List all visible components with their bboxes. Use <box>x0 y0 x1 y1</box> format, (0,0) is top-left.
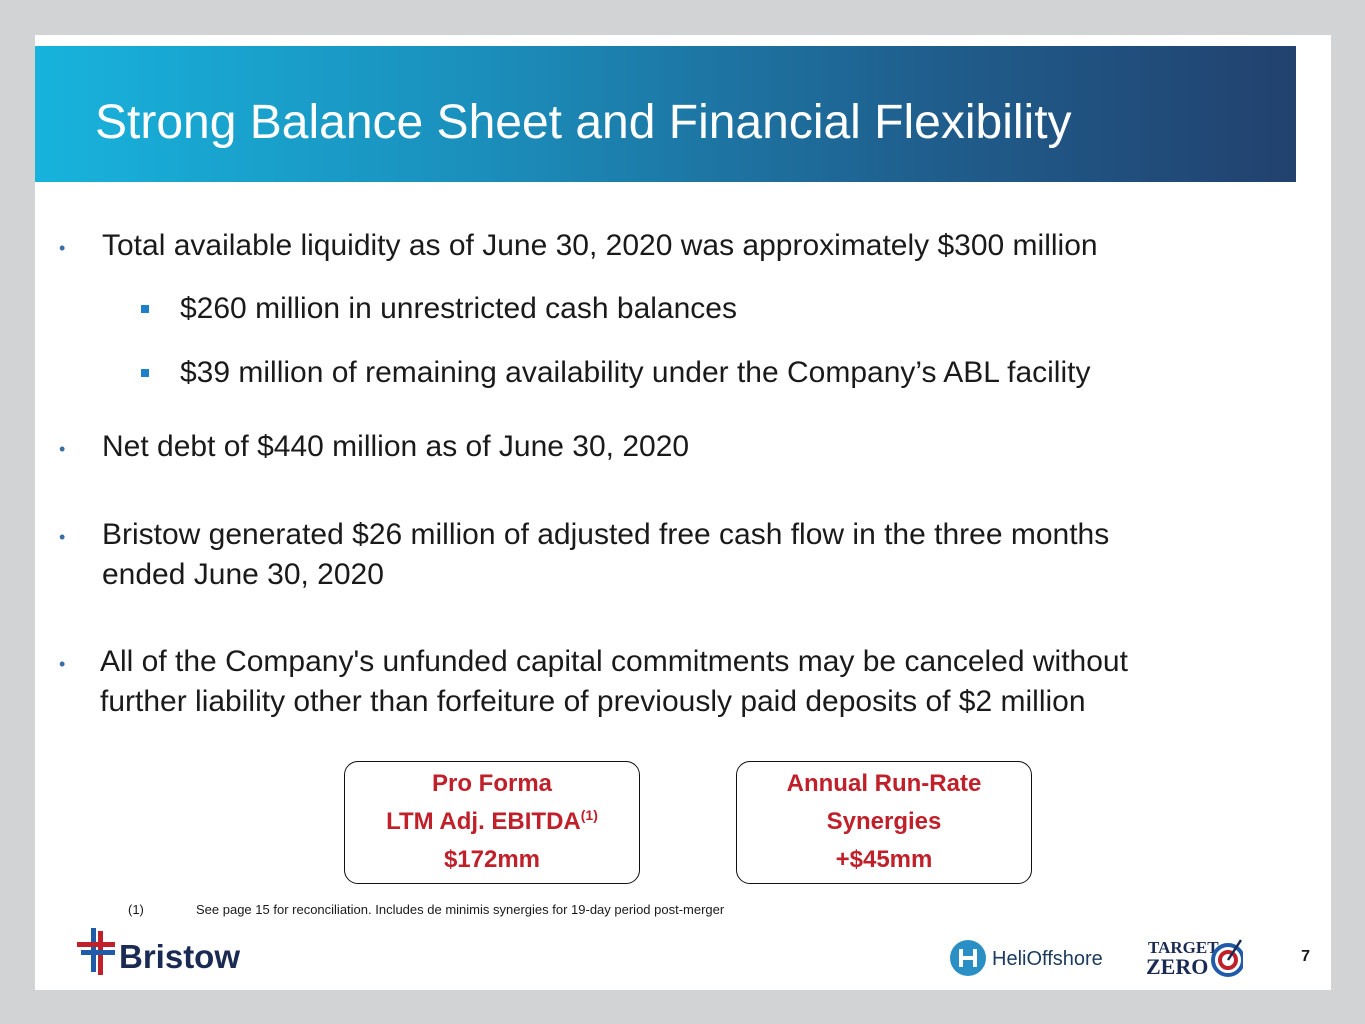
helioffshore-logo <box>948 938 1133 983</box>
box-line-3: $172mm <box>443 846 541 873</box>
zero-word: ZERO <box>1146 954 1209 978</box>
sub-bullet-text: $260 million in unrestricted cash balances <box>180 292 737 325</box>
box-line-2-text: LTM Adj. EBITDA <box>386 808 581 835</box>
pro-forma-ebitda-box <box>344 761 640 884</box>
title-banner <box>35 46 1296 182</box>
helioffshore-logo-icon <box>948 938 1133 978</box>
target-word: TARGET <box>1148 938 1219 957</box>
bullet-text: Total available liquidity as of June 30, 2020 was approximately $300 million <box>102 229 1098 262</box>
box-line-1: Annual Run-Rate <box>786 770 982 797</box>
bullet-dot-icon: • <box>59 238 66 258</box>
square-bullet-icon <box>141 369 149 377</box>
bullet-free-cash-flow <box>59 515 1110 595</box>
bullet-text-line-2: further liability other than forfeiture of previously paid deposits of $2 million <box>100 685 1086 718</box>
page-number: 7 <box>1301 948 1310 965</box>
bullet-dot-icon: • <box>59 439 66 459</box>
slide-title: Strong Balance Sheet and Financial Flexibility <box>95 96 1072 149</box>
footnote-text: See page 15 for reconciliation. Includes de minimis synergies for 19-day period post-merger <box>196 902 725 917</box>
bullet-net-debt <box>59 427 690 467</box>
bullet-liquidity <box>59 226 1098 266</box>
square-bullet-icon <box>141 305 149 313</box>
sub-bullet-abl <box>180 353 1090 393</box>
box-line-3: +$45mm <box>835 846 933 873</box>
footnote-number: (1) <box>128 902 144 917</box>
sub-bullet-cash <box>180 289 737 329</box>
box-line-2 <box>345 803 639 841</box>
synergies-box <box>736 761 1032 884</box>
helioffshore-wordmark: HeliOffshore <box>992 948 1103 970</box>
bullet-text-line-1: Bristow generated $26 million of adjusted free cash flow in the three months <box>102 518 1110 551</box>
bullet-dot-icon: • <box>59 654 66 674</box>
box-line-1: Pro Forma <box>431 770 553 797</box>
bristow-logo-icon <box>77 928 262 978</box>
bullet-text: Net debt of $440 million as of June 30, 2020 <box>102 430 690 463</box>
sub-bullet-text: $39 million of remaining availability under the Company’s ABL facility <box>180 356 1091 389</box>
bristow-wordmark: Bristow <box>119 938 241 975</box>
bullet-text-line-1: All of the Company's unfunded capital commitments may be canceled without <box>100 645 1128 678</box>
target-zero-logo-icon <box>1145 934 1243 978</box>
bullet-dot-icon: • <box>59 527 66 547</box>
slide <box>35 35 1331 990</box>
target-zero-logo <box>1145 934 1243 983</box>
bullet-text-line-2: ended June 30, 2020 <box>102 558 384 591</box>
box-line-2: Synergies <box>826 808 942 835</box>
footnote-ref: (1) <box>580 807 598 823</box>
bristow-logo <box>77 928 262 983</box>
bullet-capital-commitments <box>59 642 1128 722</box>
